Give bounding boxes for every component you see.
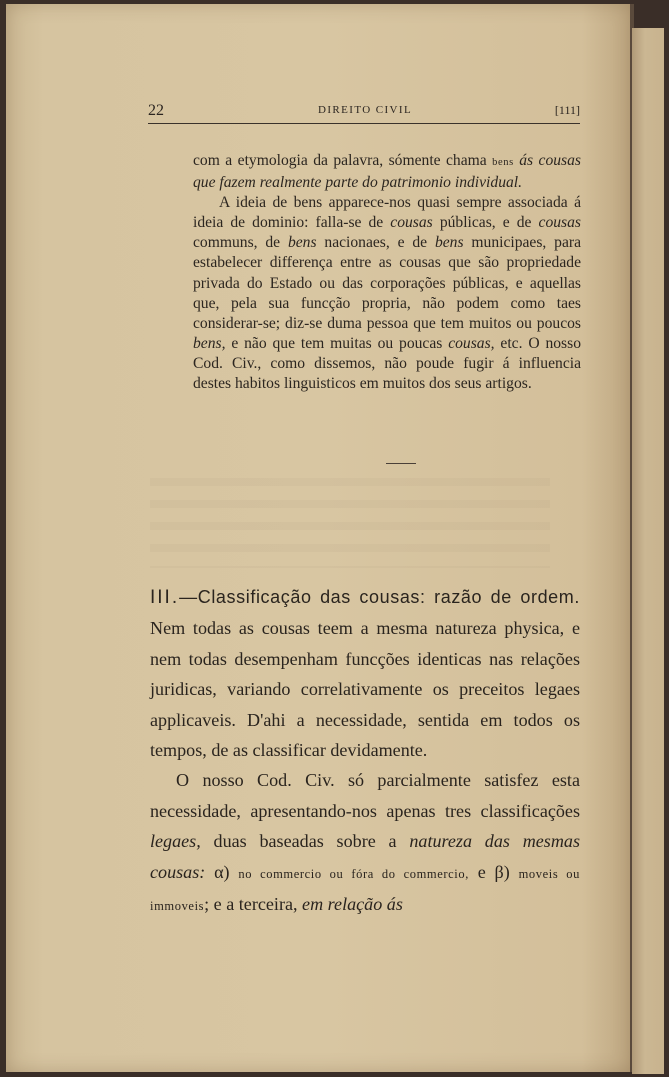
italic-term: natureza das mesmas cousas: <box>150 831 580 882</box>
text-run: etc. O nosso Cod. Civ., como dissemos, não poude fugir á influencia destes habitos linguisticos em muitos dos seus artigos. <box>193 334 581 393</box>
bleed-through-area <box>150 478 550 568</box>
section-paragraph-2 <box>150 765 580 921</box>
running-header <box>148 100 580 122</box>
text-run: communs, de <box>193 234 288 252</box>
paragraph-continuation <box>193 151 581 193</box>
italic-term: bens <box>287 234 317 252</box>
text-run: ; e a terceira, <box>204 894 303 915</box>
section-title: Classificação das cousas: razão de ordem. <box>197 587 580 607</box>
section-text-block <box>150 582 580 921</box>
text-run: municipaes, para estabelecer differença entre as cousas que são propriedade privada do Estado ou das corporações públicas, e aquellas que, pela sua funcção propria, não podem como taes considerar-se; diz-se duma pessoa que tem muitos ou poucos <box>193 234 581 332</box>
text-run: com a etymologia da palavra, sómente chama <box>193 152 493 169</box>
text-run: e não que tem muitas ou poucas <box>225 334 449 352</box>
text-run: A ideia de bens apparece-nos quasi sempre associada á ideia de dominio: falla-se de <box>193 194 581 232</box>
italic-term: bens, <box>193 334 226 352</box>
section-paragraph-1: Nem todas as cousas teem a mesma natureza physica, e nem todas desempenham funcções identicas nas relações juridicas, variando correlativamente os preceitos legaes applicaveis. D'ahi a necessidade, sentida em todos os tempos, de as classificar devidamente. <box>150 618 580 761</box>
section-dash: — <box>179 587 198 607</box>
header-rule <box>148 123 580 124</box>
page-number: 22 <box>148 102 164 119</box>
italic-term: cousas <box>390 214 433 232</box>
section-reference: [111] <box>554 103 580 117</box>
text-run: nacionaes, e de <box>316 234 435 252</box>
italic-term: cousas, <box>448 334 495 352</box>
text-run: e β) <box>468 861 519 882</box>
text-run: α) <box>205 861 239 882</box>
italic-run: ás cousas que fazem realmente parte do patrimonio individual. <box>193 152 581 192</box>
top-text-block <box>193 151 581 394</box>
text-run: O nosso Cod. Civ. só parcialmente satisfez esta necessidade, apresentando-nos apenas tres classificações <box>150 770 580 821</box>
italic-term: cousas <box>538 214 581 232</box>
section-heading-paragraph <box>150 582 580 765</box>
italic-term: legaes, <box>150 831 201 852</box>
small-caps-term: moveis ou immoveis <box>150 866 580 914</box>
italic-term: bens <box>434 234 464 252</box>
paragraph-bens-dominio <box>193 193 581 394</box>
section-number: III. <box>150 587 180 608</box>
paragraph-end-rule <box>386 463 416 464</box>
text-run: públicas, e de <box>432 214 539 232</box>
text-run: duas baseadas sobre a <box>200 831 410 852</box>
small-caps-term: no commercio ou fóra do commercio, <box>238 866 469 881</box>
running-title: DIREITO CIVIL <box>318 104 413 116</box>
small-caps-term: bens <box>492 157 514 168</box>
italic-term: em relação ás <box>302 894 403 915</box>
next-page-edge <box>632 28 664 1074</box>
